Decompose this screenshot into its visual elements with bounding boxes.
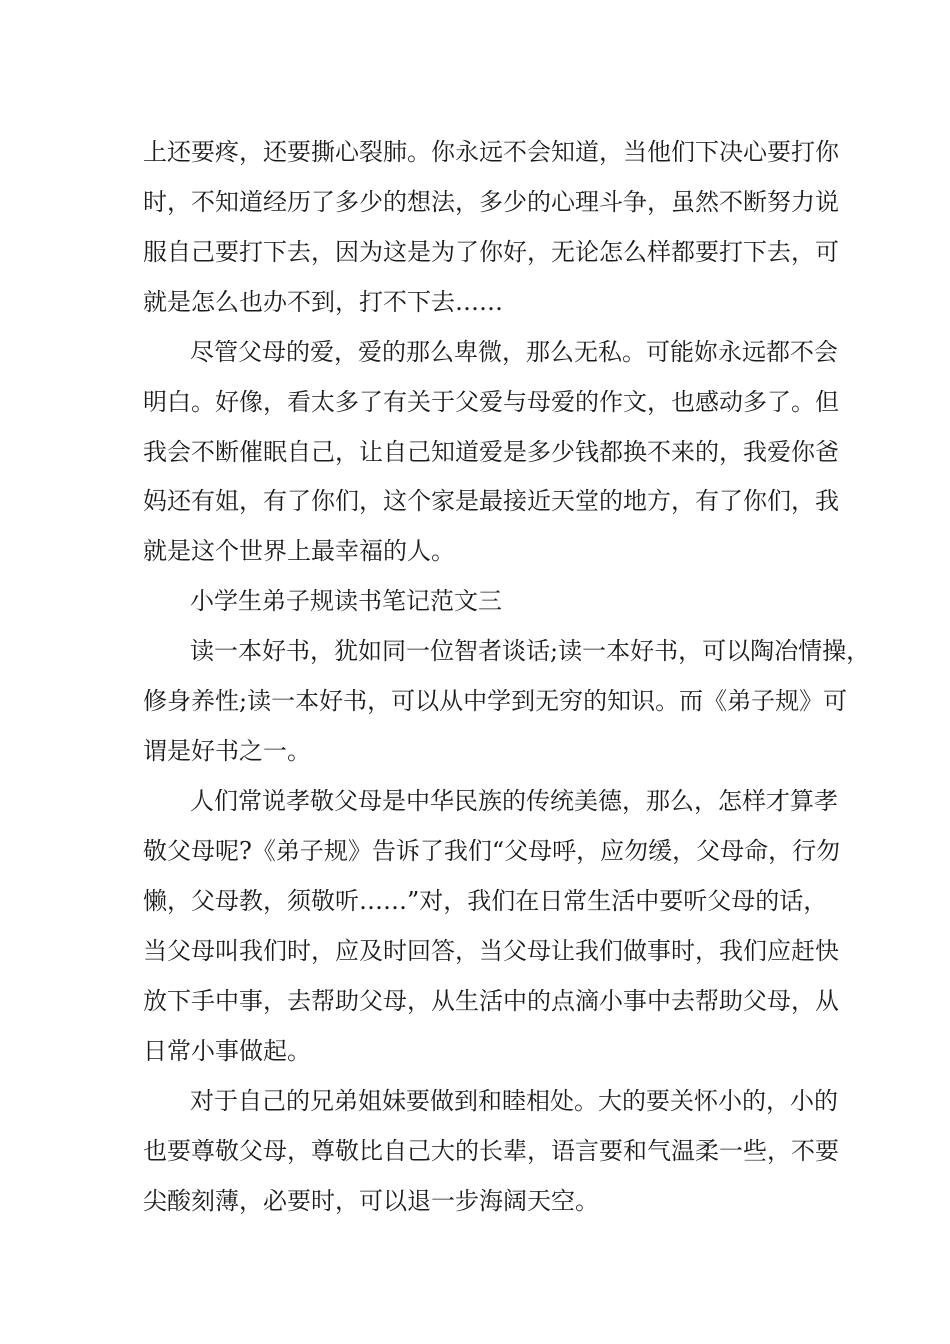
paragraph-4-line-2: 敬父母呢?《弟子规》告诉了我们“父母呼，应勿缓，父母命，行勿	[143, 837, 841, 865]
paragraph-1-line-4: 就是怎么也办不到，打不下去……	[143, 288, 503, 316]
paragraph-2-line-2: 明白。好像，看太多了有关于父爱与母爱的作文，也感动多了。但	[143, 388, 839, 416]
paragraph-5-line-1: 对于自己的兄弟姐妹要做到和睦相处。大的要关怀小的，小的	[190, 1087, 838, 1115]
paragraph-4-line-1: 人们常说孝敬父母是中华民族的传统美德，那么，怎样才算孝	[190, 787, 838, 815]
section-heading: 小学生弟子规读书笔记范文三	[190, 587, 502, 615]
paragraph-2-line-3: 我会不断催眠自己，让自己知道爱是多少钱都换不来的，我爱你爸	[143, 438, 839, 466]
paragraph-4-line-3: 懒，父母教，须敬听……”对，我们在日常生活中要听父母的话，	[143, 887, 828, 915]
paragraph-2-line-1: 尽管父母的爱，爱的那么卑微，那么无私。可能妳永远都不会	[190, 338, 838, 366]
paragraph-5-line-3: 尖酸刻薄，必要时，可以退一步海阔天空。	[143, 1187, 599, 1215]
paragraph-1-line-3: 服自己要打下去，因为这是为了你好，无论怎么样都要打下去，可	[143, 238, 839, 266]
paragraph-2-line-5: 就是这个世界上最幸福的人。	[143, 537, 455, 565]
paragraph-5-line-2: 也要尊敬父母，尊敬比自己大的长辈，语言要和气温柔一些，不要	[143, 1137, 839, 1165]
paragraph-3-line-2: 修身养性;读一本好书，可以从中学到无穷的知识。而《弟子规》可	[143, 687, 848, 715]
paragraph-4-line-6: 日常小事做起。	[143, 1037, 311, 1065]
paragraph-2-line-4: 妈还有姐，有了你们，这个家是最接近天堂的地方，有了你们，我	[143, 487, 839, 515]
paragraph-3-line-3: 谓是好书之一。	[143, 737, 311, 765]
paragraph-3-line-1: 读一本好书，犹如同一位智者谈话;读一本好书，可以陶冶情操，	[190, 637, 871, 665]
paragraph-4-line-5: 放下手中事，去帮助父母，从生活中的点滴小事中去帮助父母，从	[143, 987, 839, 1015]
paragraph-1-line-1: 上还要疼，还要撕心裂肺。你永远不会知道，当他们下决心要打你	[143, 138, 839, 166]
paragraph-1-line-2: 时，不知道经历了多少的想法，多少的心理斗争，虽然不断努力说	[143, 188, 839, 216]
paragraph-4-line-4: 当父母叫我们时，应及时回答，当父母让我们做事时，我们应赶快	[143, 937, 839, 965]
